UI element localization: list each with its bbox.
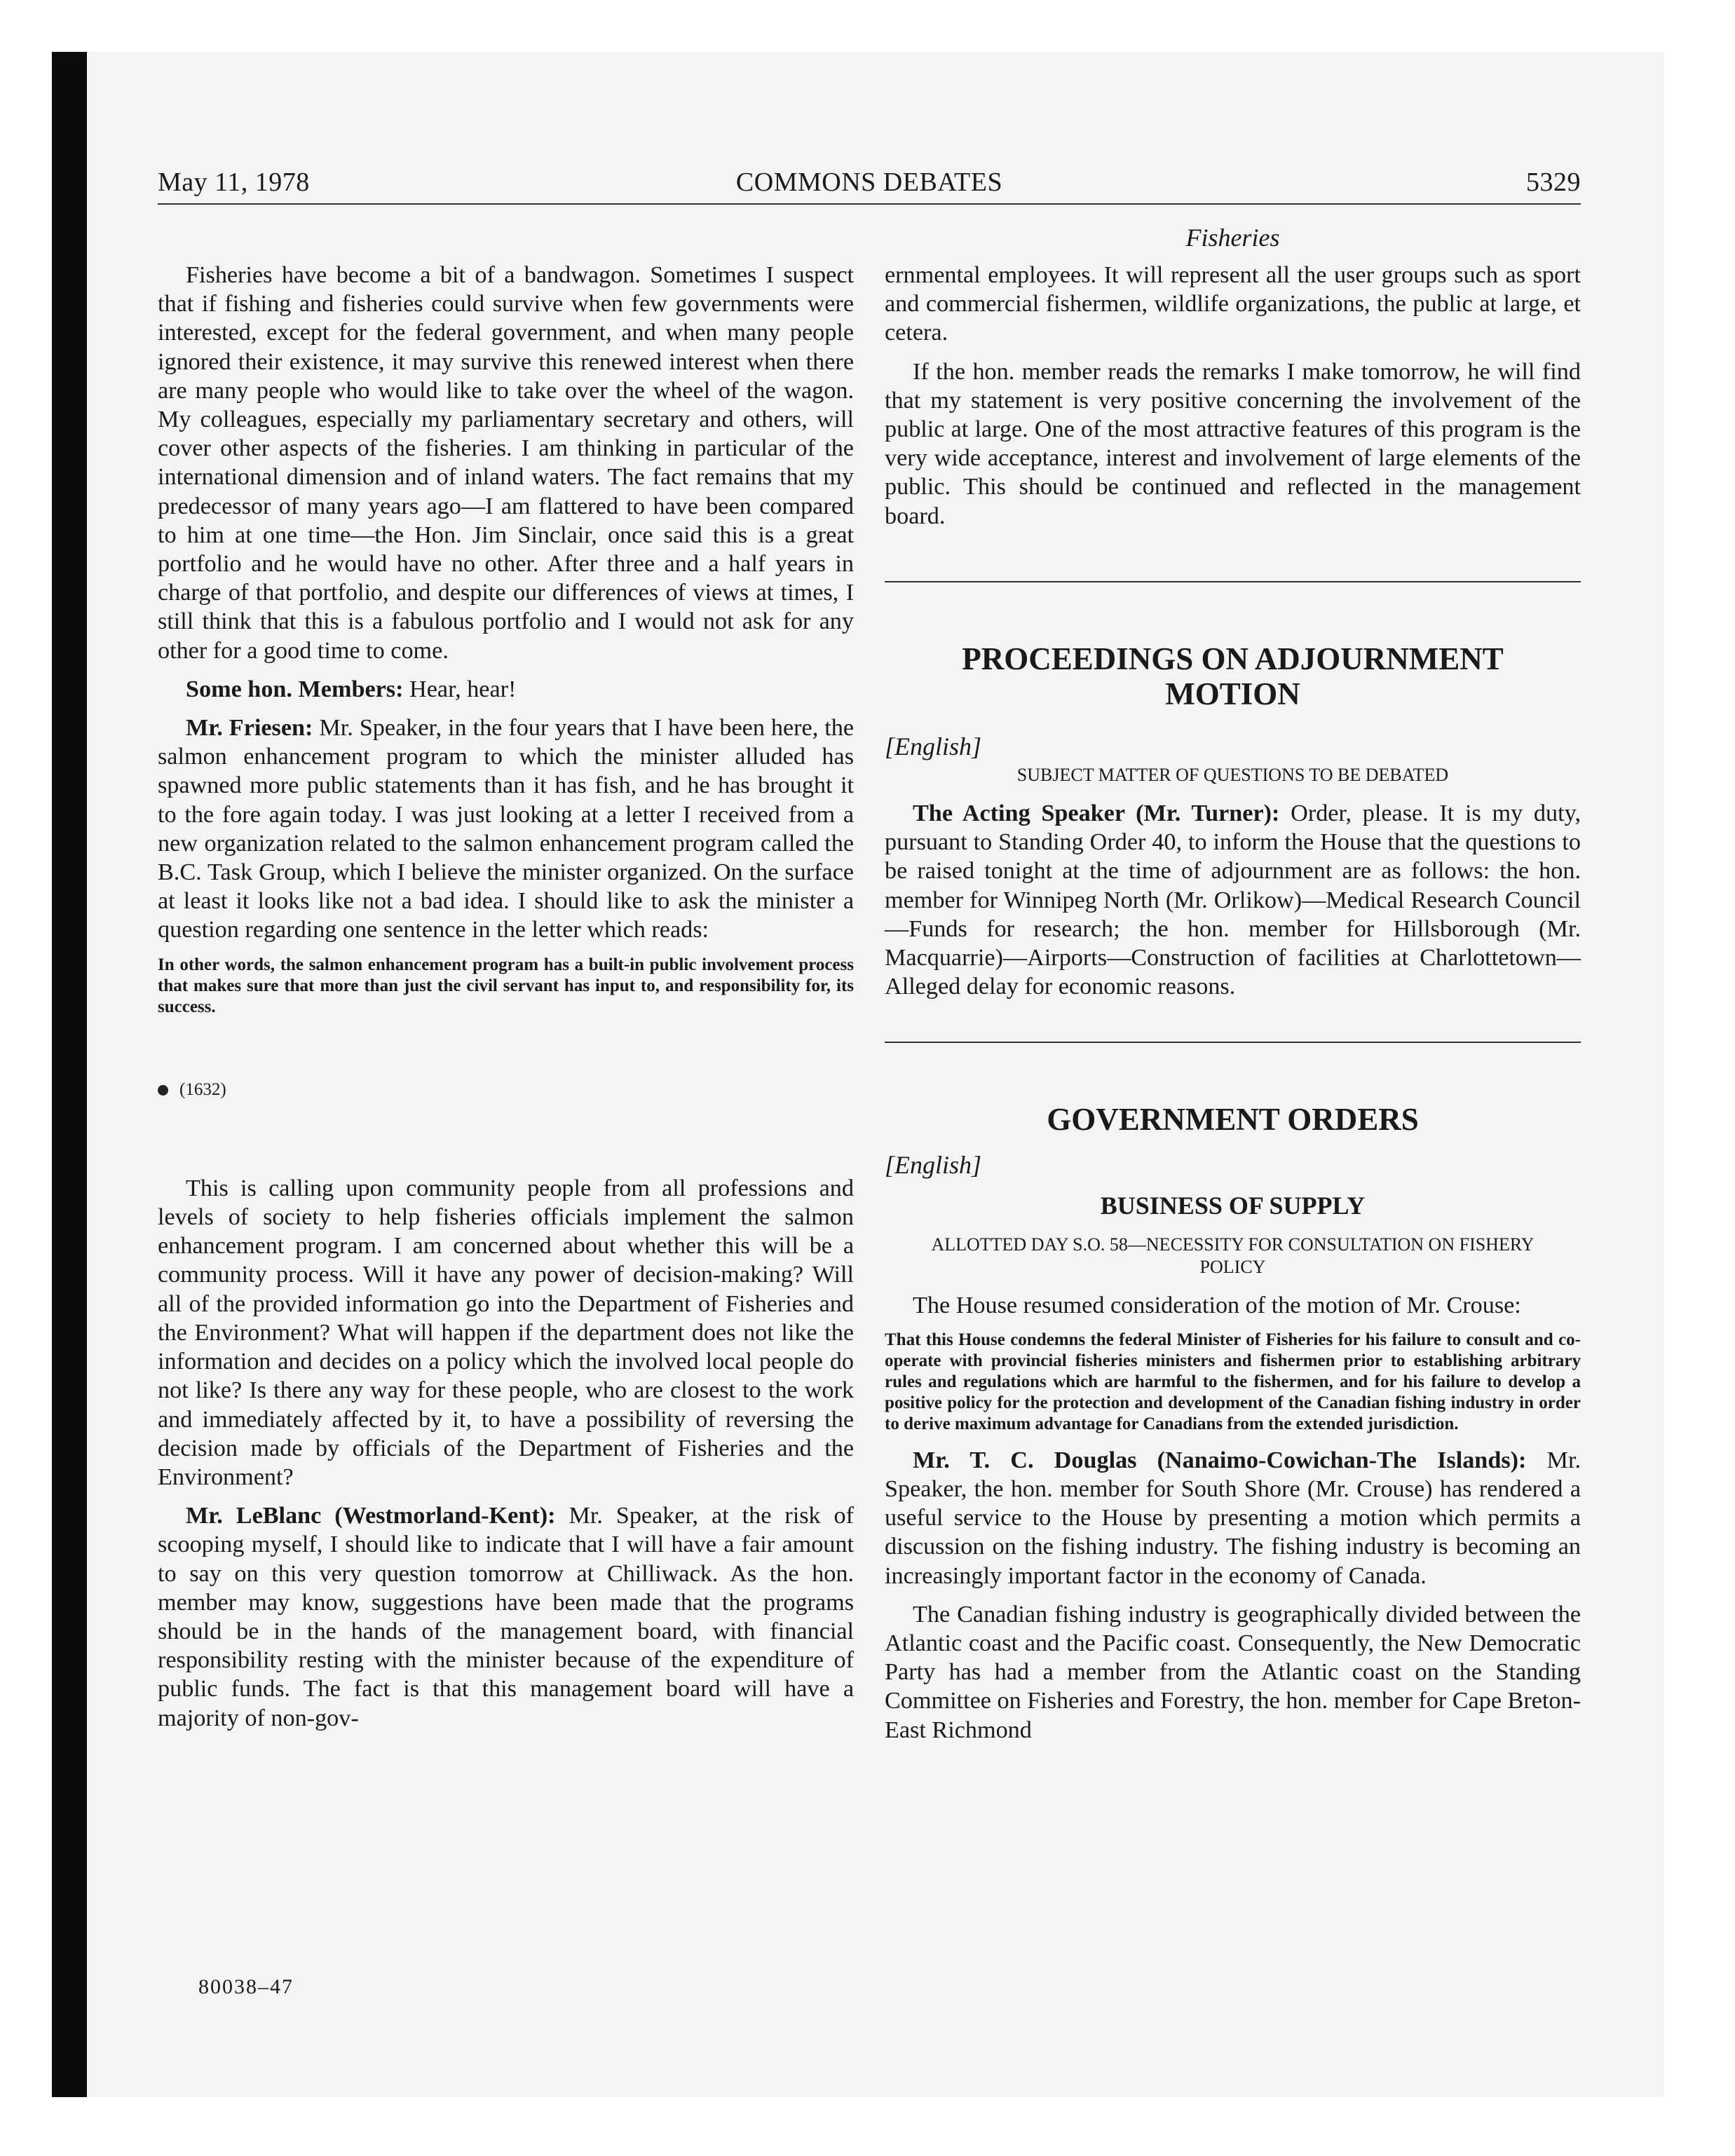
paragraph [158,714,854,945]
speaker-name: Mr. T. C. Douglas (Nanaimo-Cowichan-The Islands): [913,1447,1527,1473]
header-publication: COMMONS DEBATES [735,168,1003,197]
heading-business-of-supply: BUSINESS OF SUPPLY [1100,1191,1366,1220]
binding-edge [52,52,87,2097]
paragraph: If the hon. member reads the remarks I make tomorrow, he will find that my statement is very positive concerning the involvement of the public at large. One of the most attractive features of this program is the very wide acceptance, interest and involvement of large elements of the public. This should be continued and reflected in the management board. [885,358,1581,529]
paragraph [158,1501,854,1733]
motion-quote: That this House condemns the federal Minister of Fisheries for his failure to consult and co-operate with provincial fisheries ministers and fishermen prior to establishing arbitrary rules and regulations which are harmful to the fishermen, and for his failure to develop a positive policy for the protection and development of the Canadian fishing industry in order to derive maximum advantage for Canadians from the extended jurisdiction. [885,1330,1581,1433]
paragraph: The House resumed consideration of the motion of Mr. Crouse: [913,1292,1521,1318]
paragraph [885,799,1581,1001]
paragraph [158,675,854,704]
header-page-number: 5329 [1526,168,1581,197]
heading-government-orders: GOVERNMENT ORDERS [1047,1102,1419,1138]
speech-text: Mr. Speaker, the hon. member for South Shore (Mr. Crouse) has rendered a useful service to the House by presenting a motion which permits a discussion on the fishing industry. The fishing industry is becoming an increasingly important factor in the economy of Canada. [885,1447,1581,1589]
header-rule [158,203,1581,205]
right-column [885,261,1581,1754]
paragraph [885,1446,1581,1590]
running-header [158,167,1581,206]
speech-text: Mr. Speaker, at the risk of scooping myself, I should like to indicate that I will have a fair amount to say on this very question tomorrow at Chilliwack. As the hon. member may know, suggestions have been made that the programs should be in the hands of the management board, with financial responsibility resting with the minister because of the expenditure of public funds. The fact is that this management board will have a majority of non-gov- [158,1503,855,1731]
paragraph: The Canadian fishing industry is geographically divided between the Atlantic coast and the Pacific coast. Consequently, the New Democratic Party has had a member from the Atlantic coast on the Standing Committee on Fisheries and Forestry, the hon. member for Cape Breton-East Richmond [885,1601,1581,1743]
speaker-name: Mr. LeBlanc (Westmorland-Kent): [186,1503,556,1529]
bullet-icon [158,1085,168,1096]
speech-text: Order, please. It is my duty, pursuant to Standing Order 40, to inform the House that the questions to be raised tonight at the time of adjournment are as follows: the hon. member for Winnipeg North (Mr. Orlikow)—Medical Research Council—Funds for research; the hon. member for Hillsborough (Mr. Macquarrie)—Airports—Construction of facilities at Charlottetown—Alleged delay for economic reasons. [885,800,1581,1000]
speaker-name: Mr. Friesen: [186,715,313,742]
speech-text: Hear, hear! [409,676,517,702]
letter-quote: In other words, the salmon enhancement program has a built-in public involvement process that makes sure that more than just the civil servant has input to, and responsibility for, its success. [158,955,854,1016]
paragraph: ernmental employees. It will represent all the user groups such as sport and commercial fishermen, wildlife organizations, the public at large, et cetera. [885,262,1581,346]
footer-code: 80038–47 [198,1975,294,1998]
paragraph: Fisheries have become a bit of a bandwagon. Sometimes I suspect that if fishing and fisheries could survive when few governments were interested, except for the federal government, and when many people ignored their existence, it may survive this renewed interest when there are many people who would like to take over the wheel of the wagon. My colleagues, especially my parliamentary secretary and others, will cover other aspects of the fisheries. I am thinking in particular of the international dimension and of inland waters. The fact remains that my predecessor of many years ago—I am flattered to have been compared to him at one time—the Hon. Jim Sinclair, once said this is a great portfolio and he would have no other. After three and a half years in charge of that portfolio, and despite our differences of views at times, I still think that this is a fabulous portfolio and I would not ask for any other for a good time to come. [158,262,854,664]
section-label: Fisheries [1185,224,1280,252]
header-date: May 11, 1978 [158,168,310,197]
subheading-allotted-day: ALLOTTED DAY S.O. 58—NECESSITY FOR CONSULTATION ON FISHERY POLICY [931,1234,1535,1277]
subheading-subject: SUBJECT MATTER OF QUESTIONS TO BE DEBATED [1016,765,1449,786]
section-divider [885,1042,1581,1043]
section-divider [885,581,1581,582]
time-marker [158,1075,854,1104]
speaker-name: The Acting Speaker (Mr. Turner): [913,800,1280,827]
paragraph: This is calling upon community people from all professions and levels of society to help fisheries officials implement the salmon enhancement program. I am concerned about whether this will be a community process. Will it have any power of decision-making? Will all of the provided information go into the Department of Fisheries and the Environment? What will happen if the department does not like the information and decides on a policy which the involved local people do not like? Is there any way for these people, who are closest to the work and immediately affected by it, to have a possibility of reversing the decision made by officials of the Department of Fisheries and the Environment? [158,1175,854,1490]
heading-adjournment: PROCEEDINGS ON ADJOURNMENT MOTION [962,641,1504,711]
speech-text: Mr. Speaker, in the four years that I have been here, the salmon enhancement program to which the minister alluded has spawned more public statements than it has fish, and he has brought it to the fore again today. I was just looking at a letter I received from a new organization related to the salmon enhancement program called the B.C. Task Group, which I believe the minister organized. On the surface at least it looks like not a bad idea. I should like to ask the minister a question regarding one sentence in the letter which reads: [158,715,854,943]
time-text: (1632) [179,1079,226,1099]
left-column [158,261,854,1742]
speaker-name: Some hon. Members: [186,676,404,702]
language-marker: [English] [885,732,982,760]
language-marker: [English] [885,1151,982,1180]
